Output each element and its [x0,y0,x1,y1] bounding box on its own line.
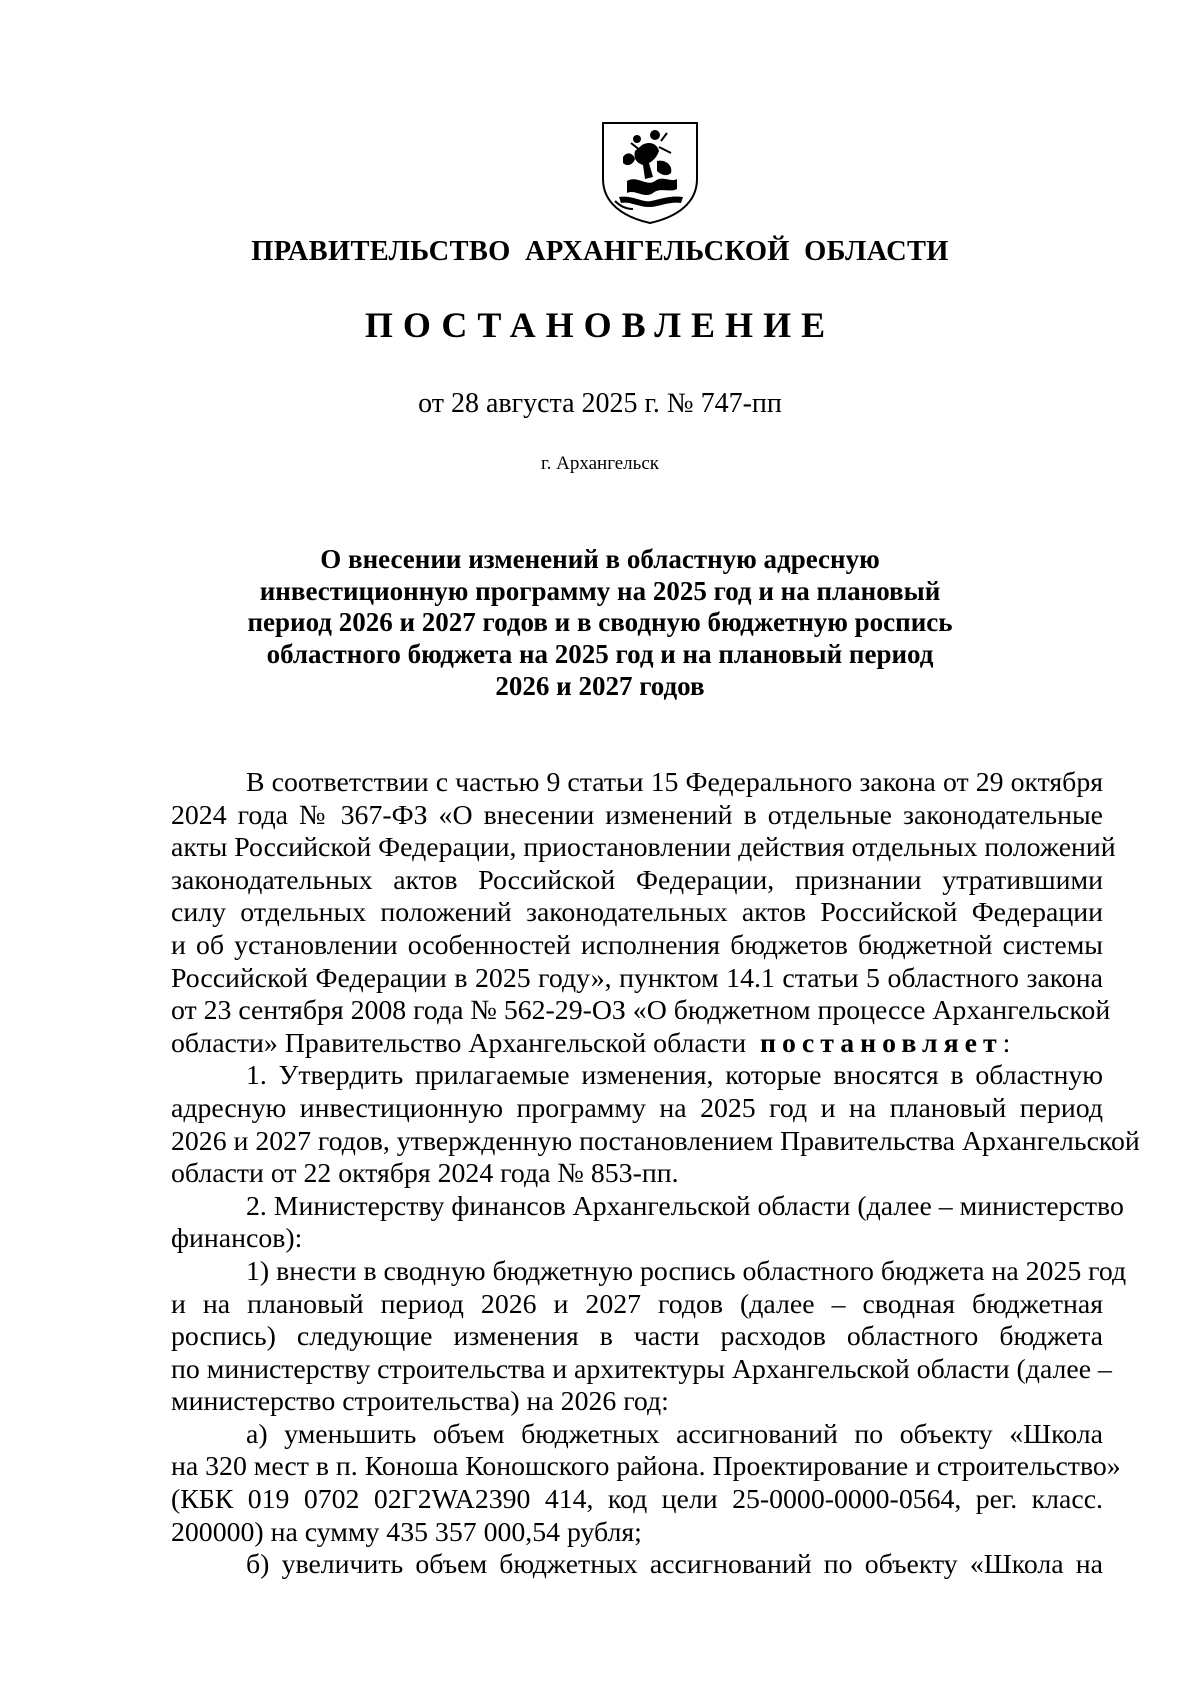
body-line: 2024 года № 367-ФЗ «О внесении изменений в отдельные законодательные [171,799,1103,831]
body-line: (КБК 019 0702 02Г2WA2390 414, код цели 25-0000-0000-0564, рег. класс. [171,1484,1103,1516]
body-line: 2. Министерству финансов Архангельской области (далее – министерство [246,1190,1124,1222]
coat-of-arms-archangel-icon [597,117,703,225]
body-line: по министерству строительства и архитектуры Архангельской области (далее – [171,1353,1112,1385]
organization-name: ПРАВИТЕЛЬСТВО АРХАНГЕЛЬСКОЙ ОБЛАСТИ [251,236,949,267]
title-line: областного бюджета на 2025 год и на плановый период [266,639,934,670]
document-title [230,544,970,703]
body-line: а) уменьшить объем бюджетных ассигнований по объекту «Школа [246,1418,1103,1450]
title-line: период 2026 и 2027 годов и в сводную бюджетную роспись [247,607,953,638]
title-line: О внесении изменений в областную адресную [320,544,880,574]
title-line: инвестиционную программу на 2025 год и на плановый [259,575,941,606]
body-line: 1) внести в сводную бюджетную роспись областного бюджета на 2025 год [246,1255,1127,1287]
body-line: законодательных актов Российской Федерации, признании утратившими [171,864,1103,896]
decree-word: постановляет [760,1027,1003,1059]
body-line: В соответствии с частью 9 статьи 15 Федерального закона от 29 октября [246,767,1103,798]
body-line: Российской Федерации в 2025 году», пунктом 14.1 статьи 5 областного закона [171,962,1103,994]
body-line: 2026 и 2027 годов, утвержденную постановлением Правительства Архангельской [171,1125,1140,1157]
body-line-text: области» Правительство Архангельской области [171,1027,747,1059]
body-line: области от 22 октября 2024 года № 853-пп. [171,1158,679,1190]
body-line: финансов): [171,1223,303,1255]
decree-colon: : [1002,1027,1011,1059]
body-line-decree [171,1028,1103,1061]
body-line: министерство строительства) на 2026 год: [171,1386,669,1418]
body-line: 200000) на сумму 435 357 000,54 рубля; [171,1516,642,1548]
document-date-number: от 28 августа 2025 г. № 747-пп [418,388,782,419]
body-line: 1. Утвердить прилагаемые изменения, которые вносятся в областную [246,1060,1103,1092]
body-line: на 320 мест в п. Коноша Коношского района. Проектирование и строительство» [171,1451,1121,1483]
body-line: и об установлении особенностей исполнения бюджетов бюджетной системы [171,929,1103,961]
body-line: и на плановый период 2026 и 2027 годов (далее – сводная бюджетная [171,1288,1103,1320]
document-type: ПОСТАНОВЛЕНИЕ [364,305,836,345]
document-body [171,767,1140,1582]
body-line: адресную инвестиционную программу на 2025 год и на плановый период [171,1092,1103,1124]
body-line: силу отдельных положений законодательных актов Российской Федерации [171,897,1103,929]
title-line: 2026 и 2027 годов [495,670,705,701]
body-line: б) увеличить объем бюджетных ассигнований по объекту «Школа на [246,1549,1103,1581]
body-line: роспись) следующие изменения в части расходов областного бюджета [171,1321,1103,1353]
document-city: г. Архангельск [540,453,659,474]
body-line: от 23 сентября 2008 года № 562-29-ОЗ «О бюджетном процессе Архангельской [171,995,1111,1027]
body-line: акты Российской Федерации, приостановлении действия отдельных положений [171,832,1116,864]
